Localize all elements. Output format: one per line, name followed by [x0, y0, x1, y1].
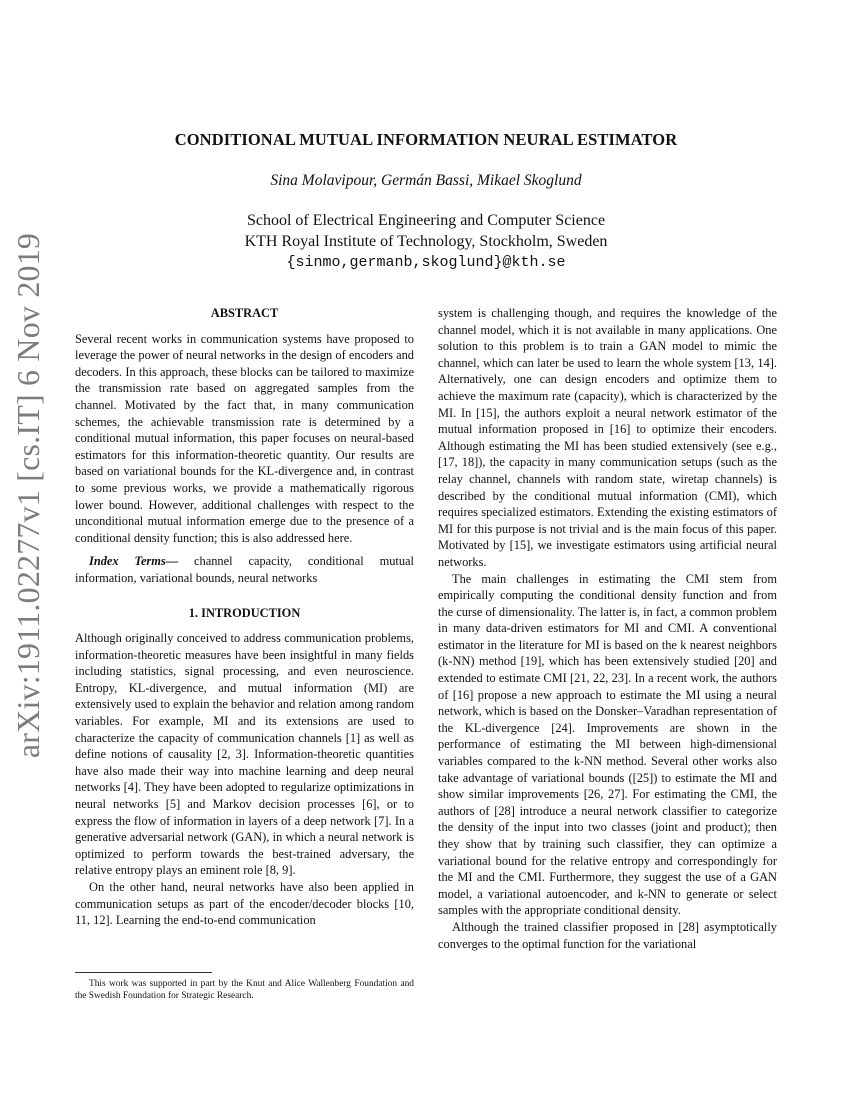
- index-terms-label: Index Terms—: [89, 554, 179, 569]
- intro-paragraph-4: Although the trained classifier proposed in [28] asymptotically converges to the optimal function for the variational: [438, 919, 777, 951]
- footnote-text: This work was supported in part by the Knut and Alice Wallenberg Foundation and the Swedish Foundation for Strategic Research.: [75, 979, 414, 1001]
- abstract-heading: ABSTRACT: [210, 306, 279, 320]
- arxiv-identifier: arXiv:1911.02277v1 [cs.IT] 6 Nov 2019: [10, 232, 47, 758]
- left-column: [75, 305, 414, 929]
- abstract-text: Several recent works in communication systems have proposed to leverage the power of neural networks in the design of encoders and decoders. In this approach, these blocks can be tailored to maximize the transmission rate based on aggregated samples from the channel. Motivated by the fact that, in many communication schemes, the achievable transmission rate is determined by a conditional mutual information, this paper focuses on neural-based estimators for this information-theoretic quantity. Our results are based on variational bounds for the KL-divergence and, in contrast to some previous works, we provide a mathematically rigorous lower bound. However, additional challenges with respect to the unconditional mutual information emerge due to the presence of a conditional density function; this is also addressed here.: [75, 331, 414, 545]
- index-terms-text: channel capacity, conditional mutual information, variational bounds, neural networks: [75, 554, 414, 585]
- author-list: Sina Molavipour, Germán Bassi, Mikael Skoglund: [270, 172, 582, 189]
- footnote-rule: [75, 972, 212, 973]
- right-column: [438, 305, 777, 952]
- intro-paragraph-1: Although originally conceived to address communication problems, information-theoretic measures have been insightful in many fields including statistics, signal processing, and even neuroscience. Entropy, KL-divergence, and mutual information (MI) are extensively used to explain the behavior and relation among random variables. For example, MI and its extensions are used to characterize the capacity of communication channels [1] as well as define notions of causality [2, 3]. Information-theoretic quantities have also made their way into machine learning and deep neural networks [4]. They have been adopted to regularize optimizations in neural networks [5] and Markov decision processes [6], or to express the flow of information in layers of a deep network [7]. In a generative adversarial network (GAN), in which a neural network is optimized to perform towards the best-trained adversary, the relative entropy plays an eminent role [8, 9].: [75, 631, 414, 878]
- arxiv-side-stamp: [2, 232, 56, 758]
- author-email: {sinmo,germanb,skoglund}@kth.se: [286, 254, 566, 271]
- intro-paragraph-2: On the other hand, neural networks have also been applied in communication setups as part of the encoder/decoder blocks [10, 11, 12]. Learning the end-to-end communication: [75, 880, 414, 928]
- affiliation-block: [75, 210, 777, 273]
- intro-paragraph-3: The main challenges in estimating the CMI stem from empirically computing the conditional density function and from the curse of dimensionality. The latter is, in fact, a common problem in many data-driven estimators for MI and CMI. A conventional estimator in the literature for MI is based on the k nearest neighbors (k-NN) method [19], which has been extensively studied [20] and extended to estimate CMI [21, 22, 23]. In a recent work, the authors of [16] propose a new approach to estimate the MI using a neural network, which is based on the Donsker–Varadhan representation of the KL-divergence [24]. Improvements are shown in the performance of estimating the MI between high-dimensional variables compared to the k-NN method. Several other works also take advantage of variational bounds ([25]) to estimate the MI and show similar improvements [26, 27]. For estimating the CMI, the authors of [28] introduce a neural network classifier to categorize the density of the input into two classes (joint and product); then they show that by training such classifier, they can optimize a variational bound for the relative entropy and correspondingly for the MI and the CMI. Furthermore, they suggest the use of a GAN model, a variational autoencoder, and k-NN to generate or select samples with the appropriate conditional density.: [438, 571, 777, 918]
- affiliation-school: School of Electrical Engineering and Computer Science: [246, 212, 606, 229]
- footnote: [75, 972, 414, 1002]
- introduction-heading: 1. INTRODUCTION: [188, 605, 301, 620]
- paper-title: CONDITIONAL MUTUAL INFORMATION NEURAL ESTIMATOR: [174, 130, 678, 149]
- affiliation-institute: KTH Royal Institute of Technology, Stockholm, Sweden: [244, 233, 608, 250]
- intro-paragraph-2-continued: system is challenging though, and requires the knowledge of the channel model, which it is not available in many applications. One solution to this problem is to train a GAN model to mimic the channel, which can later be used to learn the whole system [13, 14]. Alternatively, one can design encoders and optimize them to achieve the maximum rate (capacity), which is characterized by the MI. In [15], the authors exploit a neural network estimator of the mutual information proposed in [16] to optimize their encoders. Although estimating the MI has been studied extensively (see e.g., [17, 18]), the capacity in many communication setups (such as the relay channel, channels with random state, wiretap channels) is described by the conditional mutual information (CMI), which requires specialized estimators. Extending the existing estimators of MI for this purpose is not trivial and is the main focus of this paper. Motivated by [15], we investigate estimators using artificial neural networks.: [438, 306, 777, 569]
- index-terms: [75, 553, 414, 586]
